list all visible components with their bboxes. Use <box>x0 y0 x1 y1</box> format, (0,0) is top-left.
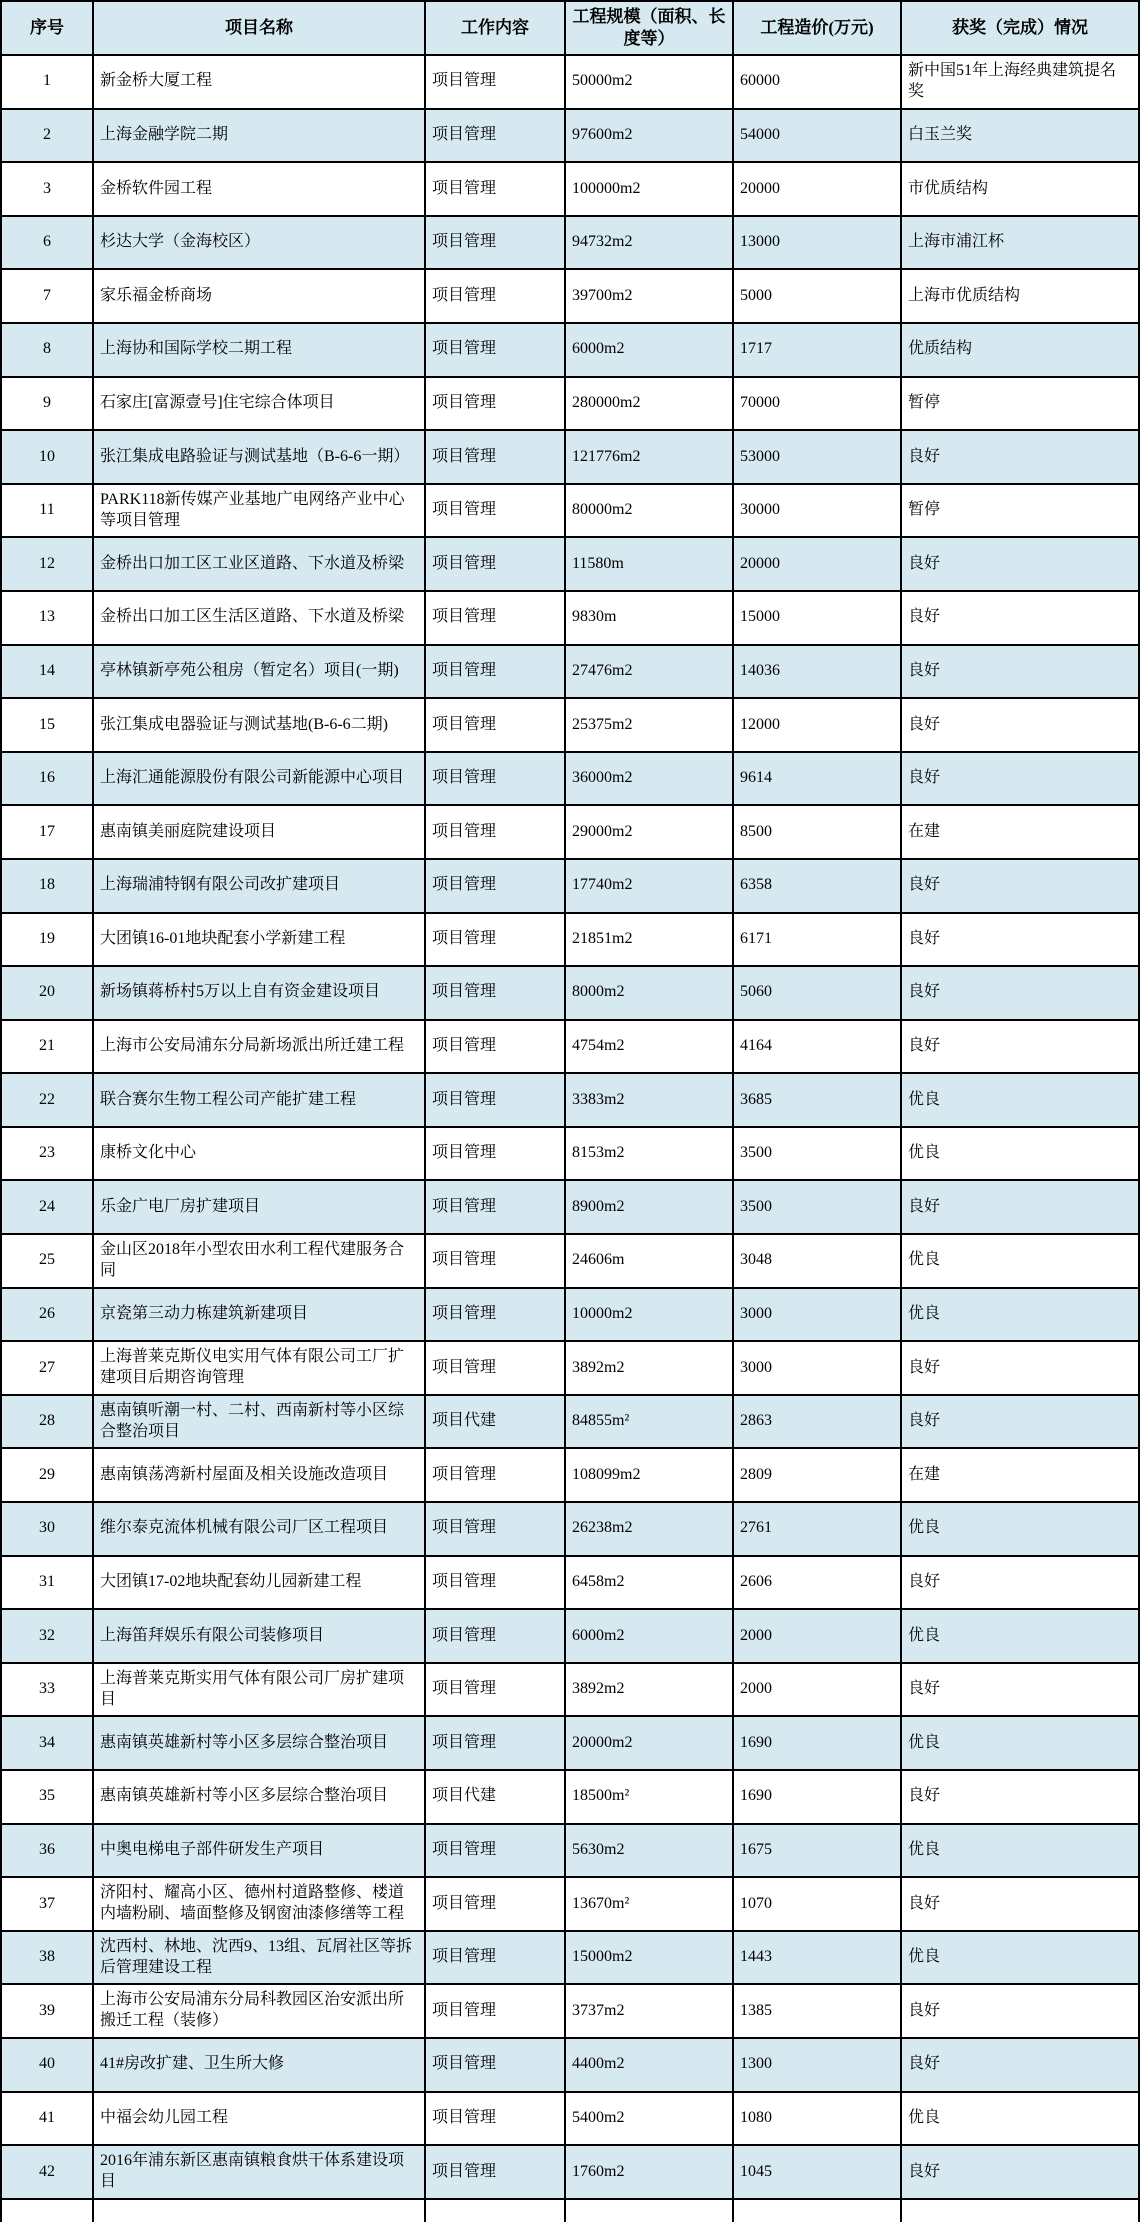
cell-index: 22 <box>1 1073 93 1127</box>
cell-status: 优良 <box>901 1288 1139 1342</box>
cell-work: 项目管理 <box>425 2145 565 2199</box>
cell-index: 18 <box>1 859 93 913</box>
cell-cost: 53000 <box>733 430 901 484</box>
cell-work: 项目管理 <box>425 216 565 270</box>
cell-cost: 1080 <box>733 2092 901 2146</box>
cell-scale: 26238m2 <box>565 1502 733 1556</box>
table-row <box>1 1180 1139 1234</box>
cell-status: 良好 <box>901 966 1139 1020</box>
cell-work: 项目管理 <box>425 430 565 484</box>
cell-scale: 13670m² <box>565 1877 733 1931</box>
table-row <box>1 2092 1139 2146</box>
cell-index: 15 <box>1 698 93 752</box>
cell-cost: 2000 <box>733 1609 901 1663</box>
cell-work: 项目管理 <box>425 1556 565 1610</box>
table-row <box>1 1288 1139 1342</box>
table-row <box>1 430 1139 484</box>
cell-scale: 5630m2 <box>565 1824 733 1878</box>
cell-cost: 1717 <box>733 323 901 377</box>
empty-cell <box>565 2199 733 2222</box>
cell-status: 暂停 <box>901 377 1139 431</box>
cell-name: 大团镇17-02地块配套幼儿园新建工程 <box>93 1556 425 1610</box>
table-row <box>1 1663 1139 1717</box>
cell-status: 优良 <box>901 1824 1139 1878</box>
cell-scale: 24606m <box>565 1234 733 1288</box>
cell-scale: 27476m2 <box>565 645 733 699</box>
cell-index: 30 <box>1 1502 93 1556</box>
cell-index: 10 <box>1 430 93 484</box>
cell-status: 良好 <box>901 1395 1139 1449</box>
cell-name: 惠南镇英雄新村等小区多层综合整治项目 <box>93 1716 425 1770</box>
cell-scale: 6000m2 <box>565 1609 733 1663</box>
cell-name: 济阳村、耀高小区、德州村道路整修、楼道内墙粉刷、墙面整修及钢窗油漆修缮等工程 <box>93 1877 425 1931</box>
cell-name: 上海普莱克斯实用气体有限公司厂房扩建项目 <box>93 1663 425 1717</box>
cell-index: 21 <box>1 1020 93 1074</box>
cell-status: 上海市浦江杯 <box>901 216 1139 270</box>
cell-work: 项目管理 <box>425 1824 565 1878</box>
cell-scale: 8153m2 <box>565 1127 733 1181</box>
cell-index: 32 <box>1 1609 93 1663</box>
cell-index: 23 <box>1 1127 93 1181</box>
cell-status: 优良 <box>901 1931 1139 1985</box>
table-row <box>1 1931 1139 1985</box>
cell-work: 项目管理 <box>425 645 565 699</box>
cell-cost: 1300 <box>733 2038 901 2092</box>
cell-index: 40 <box>1 2038 93 2092</box>
cell-status: 新中国51年上海经典建筑提名奖 <box>901 55 1139 109</box>
column-header-index: 序号 <box>1 1 93 55</box>
cell-status: 良好 <box>901 430 1139 484</box>
cell-scale: 4754m2 <box>565 1020 733 1074</box>
cell-work: 项目代建 <box>425 1770 565 1824</box>
cell-work: 项目管理 <box>425 805 565 859</box>
cell-cost: 12000 <box>733 698 901 752</box>
cell-work: 项目管理 <box>425 1984 565 2038</box>
cell-cost: 54000 <box>733 109 901 163</box>
cell-scale: 21851m2 <box>565 913 733 967</box>
cell-status: 优良 <box>901 1073 1139 1127</box>
cell-cost: 1070 <box>733 1877 901 1931</box>
cell-status: 良好 <box>901 698 1139 752</box>
cell-scale: 108099m2 <box>565 1448 733 1502</box>
cell-status: 白玉兰奖 <box>901 109 1139 163</box>
cell-status: 良好 <box>901 1663 1139 1717</box>
column-header-cost: 工程造价(万元) <box>733 1 901 55</box>
cell-cost: 3000 <box>733 1288 901 1342</box>
cell-cost: 1690 <box>733 1716 901 1770</box>
cell-scale: 5400m2 <box>565 2092 733 2146</box>
cell-status: 良好 <box>901 1556 1139 1610</box>
cell-status: 良好 <box>901 1877 1139 1931</box>
table-row <box>1 805 1139 859</box>
cell-cost: 2863 <box>733 1395 901 1449</box>
table-row <box>1 2038 1139 2092</box>
cell-work: 项目管理 <box>425 859 565 913</box>
cell-name: 上海笛拜娱乐有限公司装修项目 <box>93 1609 425 1663</box>
cell-name: 上海普莱克斯仪电实用气体有限公司工厂扩建项目后期咨询管理 <box>93 1341 425 1395</box>
cell-index: 31 <box>1 1556 93 1610</box>
cell-work: 项目管理 <box>425 377 565 431</box>
cell-cost: 3500 <box>733 1127 901 1181</box>
cell-scale: 8000m2 <box>565 966 733 1020</box>
cell-name: 金桥软件园工程 <box>93 162 425 216</box>
cell-index: 2 <box>1 109 93 163</box>
cell-name: 中福会幼儿园工程 <box>93 2092 425 2146</box>
cell-cost: 9614 <box>733 752 901 806</box>
cell-cost: 3000 <box>733 1341 901 1395</box>
empty-cell <box>733 2199 901 2222</box>
cell-name: 石家庄[富源壹号]住宅综合体项目 <box>93 377 425 431</box>
empty-cell <box>425 2199 565 2222</box>
cell-status: 良好 <box>901 591 1139 645</box>
cell-index: 26 <box>1 1288 93 1342</box>
cell-status: 优良 <box>901 1609 1139 1663</box>
cell-cost: 1690 <box>733 1770 901 1824</box>
cell-scale: 50000m2 <box>565 55 733 109</box>
cell-cost: 15000 <box>733 591 901 645</box>
table-row <box>1 1824 1139 1878</box>
cell-index: 39 <box>1 1984 93 2038</box>
cell-scale: 25375m2 <box>565 698 733 752</box>
cell-status: 良好 <box>901 859 1139 913</box>
cell-status: 在建 <box>901 805 1139 859</box>
cell-name: 2016年浦东新区惠南镇粮食烘干体系建设项目 <box>93 2145 425 2199</box>
cell-scale: 10000m2 <box>565 1288 733 1342</box>
cell-status: 优良 <box>901 1502 1139 1556</box>
cell-scale: 100000m2 <box>565 162 733 216</box>
cell-work: 项目管理 <box>425 913 565 967</box>
cell-work: 项目管理 <box>425 109 565 163</box>
cell-status: 良好 <box>901 1770 1139 1824</box>
partial-empty-row <box>1 2199 1139 2222</box>
cell-name: 惠南镇荡湾新村屋面及相关设施改造项目 <box>93 1448 425 1502</box>
cell-scale: 3892m2 <box>565 1663 733 1717</box>
cell-work: 项目管理 <box>425 1448 565 1502</box>
table-row <box>1 269 1139 323</box>
cell-scale: 15000m2 <box>565 1931 733 1985</box>
cell-cost: 60000 <box>733 55 901 109</box>
cell-work: 项目管理 <box>425 2092 565 2146</box>
cell-cost: 30000 <box>733 484 901 538</box>
cell-work: 项目代建 <box>425 1395 565 1449</box>
empty-cell <box>1 2199 93 2222</box>
column-header-scale: 工程规模（面积、长度等） <box>565 1 733 55</box>
cell-status: 良好 <box>901 913 1139 967</box>
cell-scale: 9830m <box>565 591 733 645</box>
cell-work: 项目管理 <box>425 2038 565 2092</box>
table-row <box>1 484 1139 538</box>
cell-scale: 29000m2 <box>565 805 733 859</box>
cell-index: 3 <box>1 162 93 216</box>
cell-work: 项目管理 <box>425 323 565 377</box>
cell-index: 14 <box>1 645 93 699</box>
cell-work: 项目管理 <box>425 752 565 806</box>
cell-scale: 4400m2 <box>565 2038 733 2092</box>
cell-status: 暂停 <box>901 484 1139 538</box>
cell-scale: 18500m² <box>565 1770 733 1824</box>
cell-scale: 3737m2 <box>565 1984 733 2038</box>
cell-work: 项目管理 <box>425 55 565 109</box>
cell-status: 优良 <box>901 2092 1139 2146</box>
cell-status: 良好 <box>901 1020 1139 1074</box>
cell-cost: 6171 <box>733 913 901 967</box>
cell-status: 上海市优质结构 <box>901 269 1139 323</box>
cell-cost: 4164 <box>733 1020 901 1074</box>
cell-work: 项目管理 <box>425 1127 565 1181</box>
cell-scale: 20000m2 <box>565 1716 733 1770</box>
table-row <box>1 1770 1139 1824</box>
cell-index: 24 <box>1 1180 93 1234</box>
table-row <box>1 1877 1139 1931</box>
cell-work: 项目管理 <box>425 1716 565 1770</box>
cell-work: 项目管理 <box>425 484 565 538</box>
cell-cost: 2761 <box>733 1502 901 1556</box>
cell-scale: 6458m2 <box>565 1556 733 1610</box>
table-row <box>1 645 1139 699</box>
table-row <box>1 2145 1139 2199</box>
table-footer <box>1 2199 1139 2222</box>
table-row <box>1 1984 1139 2038</box>
table-row <box>1 1502 1139 1556</box>
cell-cost: 13000 <box>733 216 901 270</box>
table-body <box>1 55 1139 2199</box>
cell-status: 良好 <box>901 1180 1139 1234</box>
cell-name: 沈西村、林地、沈西9、13组、瓦屑社区等拆后管理建设工程 <box>93 1931 425 1985</box>
cell-work: 项目管理 <box>425 537 565 591</box>
cell-name: 乐金广电厂房扩建项目 <box>93 1180 425 1234</box>
table-header <box>1 1 1139 55</box>
cell-scale: 97600m2 <box>565 109 733 163</box>
cell-index: 34 <box>1 1716 93 1770</box>
cell-index: 17 <box>1 805 93 859</box>
cell-name: 京瓷第三动力栋建筑新建项目 <box>93 1288 425 1342</box>
cell-name: 张江集成电路验证与测试基地（B-6-6一期） <box>93 430 425 484</box>
table-row <box>1 1073 1139 1127</box>
cell-index: 8 <box>1 323 93 377</box>
cell-cost: 3500 <box>733 1180 901 1234</box>
cell-index: 13 <box>1 591 93 645</box>
cell-work: 项目管理 <box>425 1609 565 1663</box>
cell-cost: 2000 <box>733 1663 901 1717</box>
table-row <box>1 1127 1139 1181</box>
cell-scale: 94732m2 <box>565 216 733 270</box>
cell-cost: 8500 <box>733 805 901 859</box>
cell-work: 项目管理 <box>425 1234 565 1288</box>
table-row <box>1 591 1139 645</box>
cell-work: 项目管理 <box>425 1663 565 1717</box>
empty-cell <box>901 2199 1139 2222</box>
cell-index: 1 <box>1 55 93 109</box>
cell-work: 项目管理 <box>425 1073 565 1127</box>
table-row <box>1 537 1139 591</box>
table-row <box>1 377 1139 431</box>
cell-status: 良好 <box>901 1984 1139 2038</box>
cell-name: 上海协和国际学校二期工程 <box>93 323 425 377</box>
table-row <box>1 859 1139 913</box>
cell-work: 项目管理 <box>425 1288 565 1342</box>
cell-index: 25 <box>1 1234 93 1288</box>
table-row <box>1 1020 1139 1074</box>
cell-scale: 280000m2 <box>565 377 733 431</box>
table-row <box>1 1448 1139 1502</box>
table-row <box>1 913 1139 967</box>
table-row <box>1 752 1139 806</box>
cell-scale: 11580m <box>565 537 733 591</box>
cell-work: 项目管理 <box>425 966 565 1020</box>
table-row <box>1 162 1139 216</box>
cell-name: 41#房改扩建、卫生所大修 <box>93 2038 425 2092</box>
cell-name: 金桥出口加工区生活区道路、下水道及桥梁 <box>93 591 425 645</box>
cell-index: 11 <box>1 484 93 538</box>
cell-name: 惠南镇美丽庭院建设项目 <box>93 805 425 859</box>
cell-name: 金桥出口加工区工业区道路、下水道及桥梁 <box>93 537 425 591</box>
table-row <box>1 1234 1139 1288</box>
cell-index: 42 <box>1 2145 93 2199</box>
cell-scale: 80000m2 <box>565 484 733 538</box>
cell-work: 项目管理 <box>425 1877 565 1931</box>
table-row <box>1 323 1139 377</box>
cell-work: 项目管理 <box>425 162 565 216</box>
cell-scale: 1760m2 <box>565 2145 733 2199</box>
table-row <box>1 698 1139 752</box>
cell-name: 上海金融学院二期 <box>93 109 425 163</box>
cell-scale: 8900m2 <box>565 1180 733 1234</box>
table-row <box>1 109 1139 163</box>
cell-status: 良好 <box>901 537 1139 591</box>
cell-status: 良好 <box>901 645 1139 699</box>
cell-cost: 1385 <box>733 1984 901 2038</box>
cell-scale: 3383m2 <box>565 1073 733 1127</box>
cell-work: 项目管理 <box>425 698 565 752</box>
cell-status: 优良 <box>901 1716 1139 1770</box>
cell-work: 项目管理 <box>425 1020 565 1074</box>
cell-name: 张江集成电器验证与测试基地(B-6-6二期) <box>93 698 425 752</box>
cell-status: 优良 <box>901 1234 1139 1288</box>
cell-name: 上海市公安局浦东分局科教园区治安派出所搬迁工程（装修） <box>93 1984 425 2038</box>
table-row <box>1 1609 1139 1663</box>
cell-index: 20 <box>1 966 93 1020</box>
table-row <box>1 966 1139 1020</box>
cell-work: 项目管理 <box>425 269 565 323</box>
cell-status: 良好 <box>901 1341 1139 1395</box>
cell-name: 上海瑞浦特钢有限公司改扩建项目 <box>93 859 425 913</box>
cell-index: 37 <box>1 1877 93 1931</box>
cell-status: 优质结构 <box>901 323 1139 377</box>
cell-index: 7 <box>1 269 93 323</box>
cell-cost: 3685 <box>733 1073 901 1127</box>
empty-cell <box>93 2199 425 2222</box>
cell-work: 项目管理 <box>425 1341 565 1395</box>
cell-name: 金山区2018年小型农田水利工程代建服务合同 <box>93 1234 425 1288</box>
cell-name: 杉达大学（金海校区） <box>93 216 425 270</box>
cell-name: 家乐福金桥商场 <box>93 269 425 323</box>
table-row <box>1 1341 1139 1395</box>
cell-scale: 36000m2 <box>565 752 733 806</box>
cell-status: 在建 <box>901 1448 1139 1502</box>
cell-cost: 14036 <box>733 645 901 699</box>
cell-index: 36 <box>1 1824 93 1878</box>
cell-name: 中奥电梯电子部件研发生产项目 <box>93 1824 425 1878</box>
cell-name: 上海市公安局浦东分局新场派出所迁建工程 <box>93 1020 425 1074</box>
table-row <box>1 1395 1139 1449</box>
cell-index: 27 <box>1 1341 93 1395</box>
cell-name: 新金桥大厦工程 <box>93 55 425 109</box>
cell-scale: 6000m2 <box>565 323 733 377</box>
cell-name: 大团镇16-01地块配套小学新建工程 <box>93 913 425 967</box>
cell-cost: 20000 <box>733 162 901 216</box>
cell-index: 38 <box>1 1931 93 1985</box>
cell-cost: 3048 <box>733 1234 901 1288</box>
table-row <box>1 55 1139 109</box>
header-row <box>1 1 1139 55</box>
cell-status: 良好 <box>901 2038 1139 2092</box>
cell-index: 12 <box>1 537 93 591</box>
table-row <box>1 1716 1139 1770</box>
table-row <box>1 1556 1139 1610</box>
cell-scale: 39700m2 <box>565 269 733 323</box>
cell-name: 维尔泰克流体机械有限公司厂区工程项目 <box>93 1502 425 1556</box>
cell-name: 联合赛尔生物工程公司产能扩建工程 <box>93 1073 425 1127</box>
cell-scale: 3892m2 <box>565 1341 733 1395</box>
cell-index: 19 <box>1 913 93 967</box>
cell-index: 9 <box>1 377 93 431</box>
cell-index: 16 <box>1 752 93 806</box>
cell-name: 亭林镇新亭苑公租房（暂定名）项目(一期) <box>93 645 425 699</box>
cell-name: 康桥文化中心 <box>93 1127 425 1181</box>
cell-cost: 20000 <box>733 537 901 591</box>
cell-cost: 5000 <box>733 269 901 323</box>
column-header-status: 获奖（完成）情况 <box>901 1 1139 55</box>
cell-cost: 6358 <box>733 859 901 913</box>
cell-cost: 1675 <box>733 1824 901 1878</box>
cell-status: 良好 <box>901 752 1139 806</box>
column-header-work: 工作内容 <box>425 1 565 55</box>
cell-cost: 1045 <box>733 2145 901 2199</box>
cell-scale: 121776m2 <box>565 430 733 484</box>
cell-cost: 1443 <box>733 1931 901 1985</box>
cell-index: 35 <box>1 1770 93 1824</box>
cell-index: 6 <box>1 216 93 270</box>
cell-cost: 70000 <box>733 377 901 431</box>
cell-work: 项目管理 <box>425 1180 565 1234</box>
cell-cost: 2606 <box>733 1556 901 1610</box>
cell-scale: 84855m² <box>565 1395 733 1449</box>
cell-scale: 17740m2 <box>565 859 733 913</box>
cell-status: 市优质结构 <box>901 162 1139 216</box>
cell-index: 41 <box>1 2092 93 2146</box>
cell-work: 项目管理 <box>425 591 565 645</box>
cell-name: PARK118新传媒产业基地广电网络产业中心等项目管理 <box>93 484 425 538</box>
cell-name: 惠南镇英雄新村等小区多层综合整治项目 <box>93 1770 425 1824</box>
table-row <box>1 216 1139 270</box>
cell-status: 优良 <box>901 1127 1139 1181</box>
cell-work: 项目管理 <box>425 1931 565 1985</box>
column-header-name: 项目名称 <box>93 1 425 55</box>
cell-index: 28 <box>1 1395 93 1449</box>
cell-name: 惠南镇听潮一村、二村、西南新村等小区综合整治项目 <box>93 1395 425 1449</box>
cell-cost: 2809 <box>733 1448 901 1502</box>
cell-cost: 5060 <box>733 966 901 1020</box>
cell-name: 新场镇蒋桥村5万以上自有资金建设项目 <box>93 966 425 1020</box>
cell-status: 良好 <box>901 2145 1139 2199</box>
cell-index: 33 <box>1 1663 93 1717</box>
cell-work: 项目管理 <box>425 1502 565 1556</box>
cell-index: 29 <box>1 1448 93 1502</box>
cell-name: 上海汇通能源股份有限公司新能源中心项目 <box>93 752 425 806</box>
